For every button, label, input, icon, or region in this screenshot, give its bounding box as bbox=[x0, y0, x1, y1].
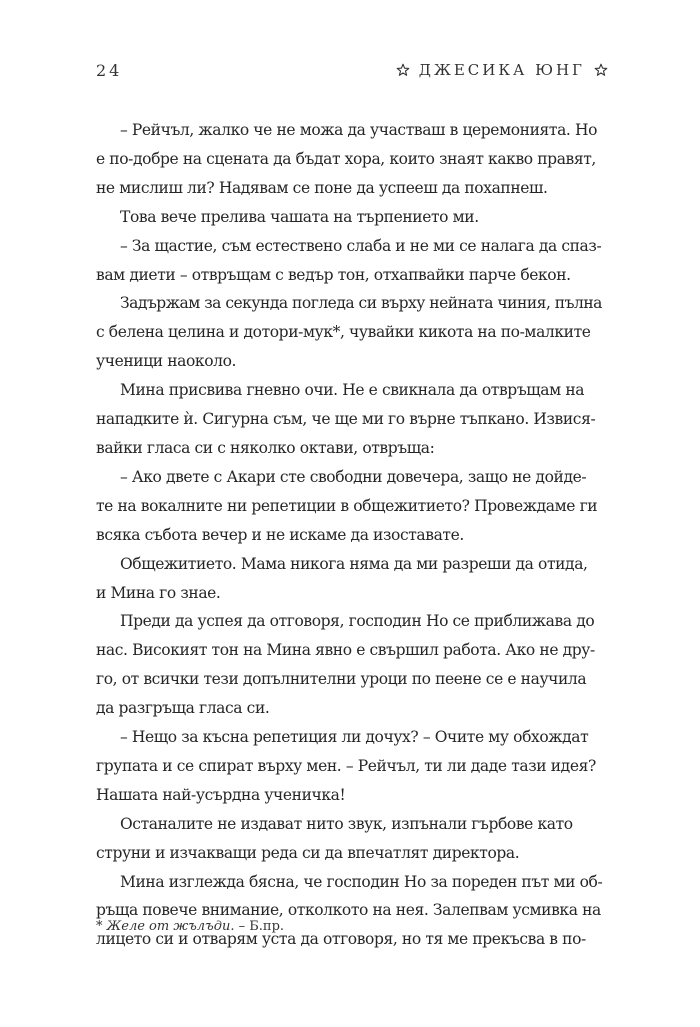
text-line: групата и се спират върху мен. – Рейчъл, ти ли даде тази идея? bbox=[96, 756, 596, 775]
star-outline-icon bbox=[396, 63, 410, 77]
text-line: Преди да успея да отговоря, господин Но се приближава до bbox=[120, 612, 595, 631]
text-line: вам диети – отвръщам с ведър тон, отхапвайки парче бекон. bbox=[96, 265, 571, 284]
paragraph bbox=[96, 232, 606, 290]
text-line: Мина изглежда бясна, че господин Но за пореден път ми об- bbox=[120, 872, 603, 891]
paragraph bbox=[96, 810, 606, 868]
text-line: Останалите не издават нито звук, изпънали гърбове като bbox=[120, 814, 573, 833]
text-line: – Нещо за късна репетиция ли дочух? – Очите му обхождат bbox=[120, 728, 589, 747]
text-line: всяка събота вечер и не искаме да изоставате. bbox=[96, 525, 464, 544]
text-line: не мислиш ли? Надявам се поне да успееш да похапнеш. bbox=[96, 178, 548, 197]
text-line: Задържам за секунда погледа си върху нейната чиния, пълна bbox=[120, 294, 602, 313]
text-line: ученици наоколо. bbox=[96, 352, 237, 371]
author-name: ДЖЕСИКА ЮНГ bbox=[418, 61, 585, 79]
text-line: те на вокалните ни репетиции в общежитието? Провеждаме ги bbox=[96, 496, 598, 515]
text-line: Нашата най-усърдна ученичка! bbox=[96, 785, 346, 804]
text-line: – За щастие, съм естествено слаба и не ми се налага да спаз- bbox=[120, 236, 602, 255]
text-line: – Рейчъл, жалко че не можа да участваш в церемонията. Но bbox=[120, 121, 598, 139]
running-head bbox=[396, 61, 608, 79]
star-outline-icon bbox=[594, 63, 608, 77]
text-line: и Мина го знае. bbox=[96, 583, 221, 602]
text-line: го, от всички тези допълнителни уроци по пеене се е научила bbox=[96, 670, 587, 689]
body-text bbox=[96, 116, 606, 954]
text-line: ръща повече внимание, отколкото на нея. Залепвам усмивка на bbox=[96, 901, 601, 920]
paragraph bbox=[96, 203, 606, 232]
paragraph bbox=[96, 868, 606, 955]
paragraph bbox=[96, 289, 606, 376]
footnote-note: Б.пр. bbox=[249, 919, 285, 934]
paragraph bbox=[96, 550, 606, 608]
footnote-marker: * bbox=[96, 919, 103, 934]
text-line: вайки гласа си с няколко октави, отвръща: bbox=[96, 438, 435, 457]
paragraph bbox=[96, 607, 606, 723]
footnote-text: Желе от жълъди. bbox=[106, 919, 235, 934]
footnote bbox=[96, 918, 606, 936]
page-number: 24 bbox=[96, 60, 123, 80]
paragraph bbox=[96, 116, 606, 203]
paragraph bbox=[96, 723, 606, 810]
text-line: да разгръща гласа си. bbox=[96, 699, 270, 718]
text-line: струни и изчакващи реда си да впечатлят директора. bbox=[96, 843, 520, 862]
text-line: Общежитието. Мама никога няма да ми разреши да отида, bbox=[120, 554, 588, 573]
text-line: – Ако двете с Акари сте свободни довечера, защо не дойде- bbox=[120, 467, 587, 486]
text-line: е по-добре на сцената да бъдат хора, които знаят какво правят, bbox=[96, 149, 596, 168]
text-line: с белена целина и дотори-мук*, чувайки кикота на по-малките bbox=[96, 323, 591, 342]
paragraph bbox=[96, 376, 606, 463]
text-line: лицето си и отварям уста да отговоря, но тя ме прекъсва в по- bbox=[96, 930, 586, 949]
page-header bbox=[96, 58, 608, 82]
text-line: нас. Високият тон на Мина явно е свършил работа. Ако не дру- bbox=[96, 641, 595, 660]
footnote-separator: – bbox=[238, 919, 246, 934]
text-line: Мина присвива гневно очи. Не е свикнала да отвръщам на bbox=[120, 381, 585, 400]
paragraph bbox=[96, 463, 606, 550]
text-line: нападките ѝ. Сигурна съм, че ще ми го върне тъпкано. Извися- bbox=[96, 410, 596, 429]
text-line: Това вече прелива чашата на търпението ми. bbox=[120, 207, 479, 226]
